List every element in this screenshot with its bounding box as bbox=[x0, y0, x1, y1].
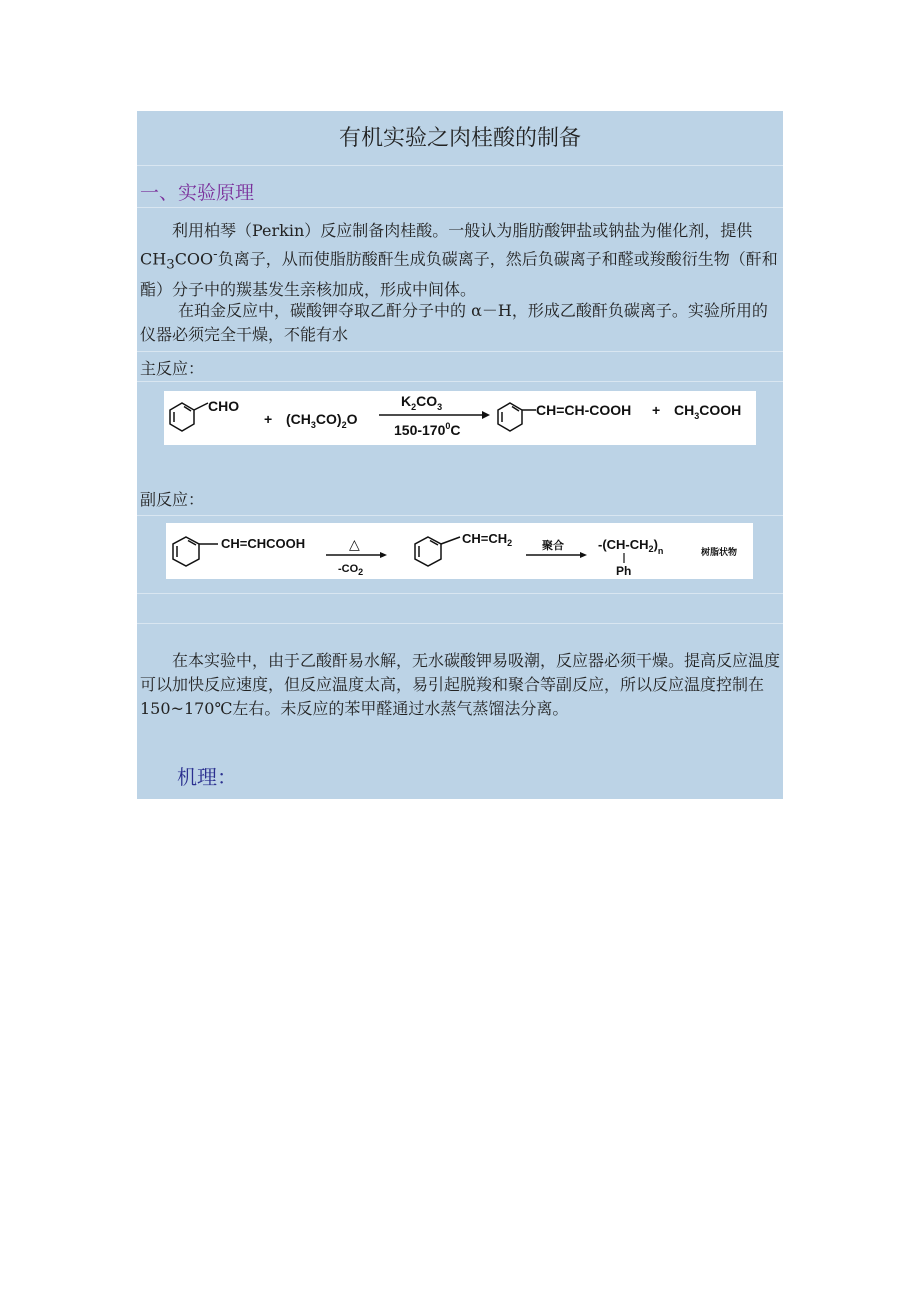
benzene-ring-icon bbox=[415, 537, 460, 566]
catalyst-label: $K_2CO_3$ bbox=[401, 393, 443, 412]
reaction-arrow-icon bbox=[326, 552, 387, 558]
divider bbox=[137, 207, 783, 208]
cinnamic-acid-label: CH=CH-COOH bbox=[536, 402, 632, 418]
decarboxylation-label: $-CO_2$ bbox=[338, 563, 364, 577]
divider bbox=[137, 623, 783, 624]
divider bbox=[137, 515, 783, 516]
main-reaction-label: 主反应： bbox=[140, 359, 205, 378]
heat-symbol: △ bbox=[349, 536, 360, 552]
reaction-arrow-icon bbox=[526, 552, 587, 558]
benzene-ring-icon bbox=[170, 403, 208, 431]
polystyrene-label: $-(CH-CH_2)_n$ bbox=[598, 537, 664, 556]
divider bbox=[137, 381, 783, 382]
condition-label: $150-170^0C$ bbox=[394, 421, 461, 438]
side-reaction-equation bbox=[166, 523, 753, 579]
divider bbox=[137, 351, 783, 352]
benzene-ring-icon bbox=[498, 403, 536, 431]
side-reaction-label: 副反应： bbox=[140, 490, 205, 509]
mechanism-heading: 机理： bbox=[177, 765, 237, 789]
divider bbox=[137, 593, 783, 594]
acetic-acid-label: $CH_3COOH$ bbox=[674, 402, 742, 421]
paragraph-perkin: 在珀金反应中，碳酸钾夺取乙酐分子中的 α－H，形成乙酸酐负碳离子。实验所用的仪器必须完全干燥，不能有水 bbox=[140, 301, 768, 344]
divider bbox=[137, 165, 783, 166]
paragraph-conditions: 在本实验中，由于乙酸酐易水解，无水碳酸钾易吸潮，反应器必须干燥。提高反应温度可以加快反应速度，但反应温度太高，易引起脱羧和聚合等副反应，所以反应温度控制在 150~170℃左右。未反应的苯甲醛通过水蒸气蒸馏法分离。 bbox=[140, 651, 781, 718]
reaction-arrow-icon bbox=[379, 411, 490, 419]
plus-sign: + bbox=[264, 411, 273, 427]
cho-label: CHO bbox=[208, 398, 240, 414]
polymerization-label: 聚合 bbox=[542, 540, 564, 552]
styrene-label: $CH=CH_2$ bbox=[462, 531, 513, 548]
page-title: 有机实验之肉桂酸的制备 bbox=[338, 126, 581, 151]
document-panel bbox=[137, 111, 783, 799]
paragraph-principle: 利用柏琴（Perkin）反应制备肉桂酸。一般认为脂肪酸钾盐或钠盐为催化剂，提供 $CH_3COO^-$负离子，从而使脂肪酸酐生成负碳离子，然后负碳离子和醛或羧酸衍生物（酐和酯）分子中的羰基发生亲核加成，形成中间体。 bbox=[140, 221, 778, 299]
resin-label: 树脂状物 bbox=[701, 547, 738, 557]
section-heading: 一、实验原理 bbox=[140, 182, 255, 204]
phenyl-label: Ph bbox=[616, 564, 632, 578]
acetic-anhydride: $(CH_3CO)_2O$ bbox=[286, 411, 358, 430]
benzene-ring-icon bbox=[173, 537, 218, 566]
plus-sign: + bbox=[652, 402, 661, 418]
cinnamic-acid-label: CH=CHCOOH bbox=[221, 536, 306, 551]
main-reaction-equation bbox=[164, 391, 756, 445]
